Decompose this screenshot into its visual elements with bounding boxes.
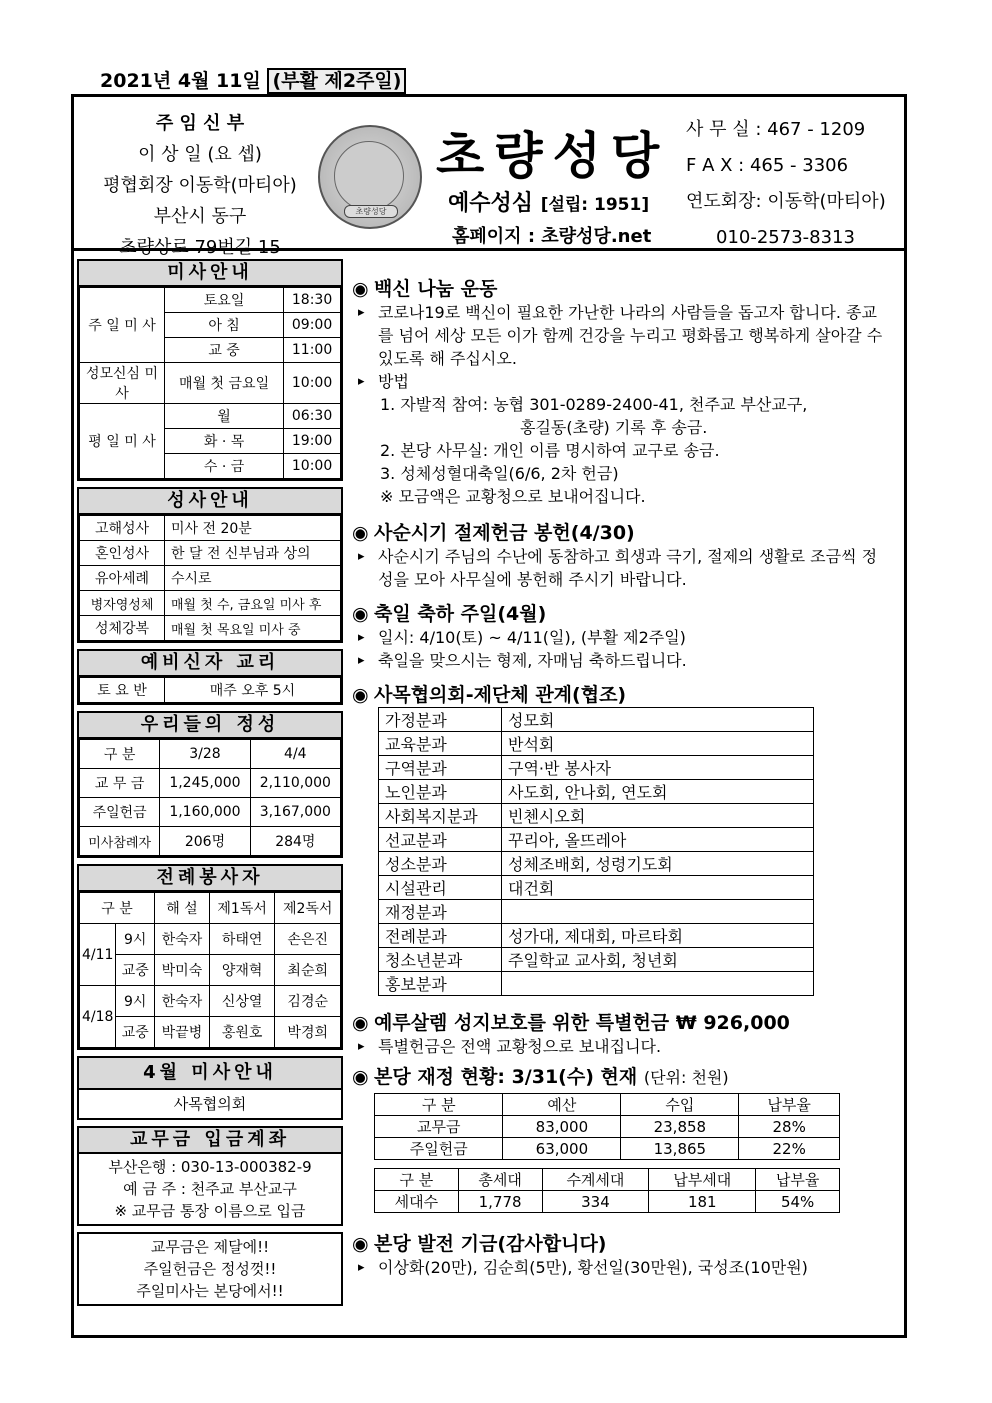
cell: 납부율 [756, 1169, 840, 1191]
cell: 성가대, 제대회, 마르타회 [502, 924, 814, 948]
section-heading: 본당 발전 기금(감사합니다) [374, 1233, 607, 1255]
office-phone: 사 무 실 : 467 - 1209 [686, 119, 866, 140]
cell: 손은진 [275, 924, 341, 955]
cell: 구 분 [375, 1169, 459, 1191]
offering-table [79, 739, 341, 856]
catechumen-table [79, 677, 341, 703]
parish-info [80, 108, 320, 263]
cell: 181 [649, 1191, 756, 1213]
cell: 전례분과 [379, 924, 502, 948]
cell: 수입 [621, 1094, 739, 1116]
cell: 4/18 [80, 986, 116, 1048]
cell: 한 달 전 신부님과 상의 [165, 541, 341, 566]
household-table [374, 1168, 840, 1213]
cell: 매월 첫 목요일 미사 중 [165, 616, 341, 641]
method-line: ※ 모금액은 교황청으로 보내어집니다. [380, 487, 646, 506]
cell: 교중 [116, 955, 155, 986]
cell: 수 · 금 [165, 454, 284, 479]
office-contacts [686, 112, 886, 256]
cell: 성소분과 [379, 852, 502, 876]
cell: 13,865 [621, 1138, 739, 1160]
cell: 선교분과 [379, 828, 502, 852]
method-line: 1. 자발적 참여: 농협 301-0289-2400-41, 천주교 부산교구, [380, 395, 808, 414]
cell: 반석회 [502, 732, 814, 756]
weekday-mass-label: 평 일 미 사 [80, 404, 165, 479]
cell: 9시 [116, 924, 155, 955]
section-title [352, 1062, 892, 1089]
slogan-line: 교무금은 제달에!! [150, 1238, 270, 1256]
cell: 수시로 [165, 566, 341, 591]
cell: 09:00 [284, 313, 341, 338]
cell: 1,778 [458, 1191, 542, 1213]
catechumen-box [77, 649, 343, 705]
section-title [352, 1008, 892, 1035]
section-title [352, 599, 892, 626]
cell: 월 [165, 404, 284, 429]
cell: 주일헌금 [80, 798, 160, 827]
cell: 교육분과 [379, 732, 502, 756]
paragraph: ▸ 일시: 4/10(토) ~ 4/11(일), (부활 제2주일) [352, 626, 892, 649]
pastor-title: 주 임 신 부 [155, 113, 245, 134]
pastor-name: 이 상 일 (요 셉) [138, 144, 262, 165]
account-title-label: 교무금 입금계좌 [79, 1128, 341, 1154]
cell: 2,110,000 [250, 769, 340, 798]
cell: 주일헌금 [375, 1138, 503, 1160]
cell: 제2독서 [275, 893, 341, 924]
cell: 미사참례자 [80, 827, 160, 856]
account-line: 예 금 주 : 천주교 부산교구 [123, 1180, 297, 1198]
account-line: ※ 교무금 통장 이름으로 입금 [114, 1202, 306, 1220]
bulletin-date: 2021년 4월 11일 [100, 70, 261, 92]
cell: 화 · 목 [165, 429, 284, 454]
circle-bullet-icon: ◉ [352, 278, 369, 300]
address-street: 초량상로 79번길 15 [119, 237, 281, 258]
liturgy-box [77, 864, 343, 1050]
method-line: 2. 본당 사무실: 개인 이름 명시하여 교구로 송금. [380, 441, 720, 460]
cell: 교 중 [165, 338, 284, 363]
cell [502, 972, 814, 996]
cell: 사회복지분과 [379, 804, 502, 828]
church-name: 초량성당 [436, 127, 670, 185]
cell: 주일학교 교사회, 청년회 [502, 948, 814, 972]
cell: 11:00 [284, 338, 341, 363]
unit-note: (단위: 천원) [643, 1068, 729, 1087]
cell: 교 무 금 [80, 769, 160, 798]
cell: 수계세대 [542, 1169, 649, 1191]
section-title [352, 274, 892, 301]
cell: 구 분 [80, 893, 155, 924]
april-mass-box [77, 1056, 343, 1120]
cell: 가정분과 [379, 708, 502, 732]
mary-mass-label: 성모신심 미 사 [80, 363, 165, 404]
circle-bullet-icon: ◉ [352, 1066, 369, 1088]
cell: 63,000 [503, 1138, 621, 1160]
cell: 아 침 [165, 313, 284, 338]
paragraph: ▸ 이상화(20만), 김순희(5만), 황선일(30만원), 국성조(10만원) [352, 1256, 892, 1279]
cell: 시설관리 [379, 876, 502, 900]
cell: 신상열 [209, 986, 275, 1017]
section-heading: 본당 재정 현황: 3/31(수) 현재 [374, 1066, 638, 1088]
section-title [352, 1229, 892, 1256]
parish-seal-logo [318, 125, 422, 229]
circle-bullet-icon: ◉ [352, 684, 369, 706]
cell: 1,245,000 [160, 769, 250, 798]
established-year: [설립: 1951] [540, 195, 650, 215]
cell: 구역분과 [379, 756, 502, 780]
right-column [352, 270, 892, 1279]
cell: 206명 [160, 827, 250, 856]
offering-box [77, 711, 343, 858]
memorial-phone: 010-2573-8313 [716, 227, 855, 248]
cell: 구 분 [80, 740, 160, 769]
subtitle-text: 예수성심 [448, 191, 534, 216]
cell: 노인분과 [379, 780, 502, 804]
cell: 4/11 [80, 924, 116, 986]
cell: 83,000 [503, 1116, 621, 1138]
cell: 토요일 [165, 288, 284, 313]
cell: 매월 첫 수, 금요일 미사 후 [165, 591, 341, 616]
cell: 고해성사 [80, 516, 165, 541]
cell: 대건회 [502, 876, 814, 900]
april-mass-content: 사목협의회 [173, 1095, 247, 1113]
address-city: 부산시 동구 [153, 206, 247, 227]
council-president: 평협회장 이동학(마티아) [103, 175, 297, 196]
section-heading: 백신 나눔 운동 [374, 278, 498, 300]
section-heading: 예루살렘 성지보호를 위한 특별헌금 ₩ 926,000 [374, 1012, 790, 1034]
offering-title: 우리들의 정성 [79, 713, 341, 739]
cell: 10:00 [284, 454, 341, 479]
cell: 혼인성사 [80, 541, 165, 566]
cell: 교중 [116, 1017, 155, 1048]
finance-table [374, 1093, 840, 1160]
cell: 54% [756, 1191, 840, 1213]
council-table [378, 707, 814, 996]
catechumen-title: 예비신자 교리 [79, 651, 341, 677]
cell: 3,167,000 [250, 798, 340, 827]
circle-bullet-icon: ◉ [352, 603, 369, 625]
cell: 한숙자 [155, 924, 210, 955]
section-title [352, 518, 892, 545]
sacrament-box [77, 487, 343, 643]
cell: 세대수 [375, 1191, 459, 1213]
date-line [100, 66, 406, 93]
cell: 10:00 [284, 363, 341, 404]
lamb-emblem-icon [334, 141, 404, 211]
cell: 284명 [250, 827, 340, 856]
seal-label: 초량성당 [344, 205, 398, 218]
cell: 19:00 [284, 429, 341, 454]
cell: 교무금 [375, 1116, 503, 1138]
cell: 빈첸시오회 [502, 804, 814, 828]
cell: 홍원호 [209, 1017, 275, 1048]
cell: 구역·반 봉사자 [502, 756, 814, 780]
mass-schedule-box [77, 259, 343, 481]
cell: 구 분 [375, 1094, 503, 1116]
cell: 매주 오후 5시 [165, 678, 341, 703]
section-title [352, 680, 892, 707]
slogan-line: 주일헌금은 정성껏!! [143, 1260, 277, 1278]
cell: 하태연 [209, 924, 275, 955]
cell: 23,858 [621, 1116, 739, 1138]
cell: 사도회, 안나회, 연도회 [502, 780, 814, 804]
left-column [77, 259, 343, 1312]
office-fax: F A X : 465 - 3306 [686, 155, 849, 176]
cell: 성체강복 [80, 616, 165, 641]
cell: 한숙자 [155, 986, 210, 1017]
cell: 총세대 [458, 1169, 542, 1191]
cell: 최순희 [275, 955, 341, 986]
cell: 납부세대 [649, 1169, 756, 1191]
method-line: 3. 성체성혈대축일(6/6, 2차 헌금) [380, 464, 619, 483]
cell: 성체조배회, 성령기도회 [502, 852, 814, 876]
cell [502, 900, 814, 924]
slogan-line: 주일미사는 본당에서!! [136, 1282, 284, 1300]
liturgy-table [79, 892, 341, 1048]
cell: 병자영성체 [80, 591, 165, 616]
cell: 김경순 [275, 986, 341, 1017]
cell: 334 [542, 1191, 649, 1213]
cell: 양재혁 [209, 955, 275, 986]
sunday-mass-label: 주 일 미 사 [80, 288, 165, 363]
sacrament-title: 성사안내 [79, 489, 341, 515]
slogan [79, 1234, 341, 1304]
cell: 미사 전 20분 [165, 516, 341, 541]
paragraph: ▸ 특별헌금은 전액 교황청으로 보내집니다. [352, 1035, 892, 1058]
cell: 22% [739, 1138, 840, 1160]
paragraph: ▸ 코로나19로 백신이 필요한 가난한 나라의 사람들을 돕고자 합니다. 종교를 넘어 세상 모든 이가 함께 건강을 누리고 평화롭고 행복하게 살아갈 수 있도록 해 주십시오. [352, 301, 892, 370]
mass-schedule-table [79, 287, 341, 479]
cell: 1,160,000 [160, 798, 250, 827]
cell: 박끝병 [155, 1017, 210, 1048]
account-box [77, 1126, 343, 1226]
cell: 28% [739, 1116, 840, 1138]
april-mass-title: 4월 미사안내 [79, 1058, 341, 1090]
church-subtitle [448, 186, 649, 217]
cell: 3/28 [160, 740, 250, 769]
account-line: 부산은행 : 030-13-000382-9 [108, 1158, 312, 1176]
cell: 박미숙 [155, 955, 210, 986]
sacrament-table [79, 515, 341, 641]
circle-bullet-icon: ◉ [352, 1012, 369, 1034]
paragraph: ▸ 축일을 맞으시는 형제, 자매님 축하드립니다. [352, 649, 892, 672]
section-heading: 사순시기 절제헌금 봉헌(4/30) [374, 522, 635, 544]
cell: 예산 [503, 1094, 621, 1116]
cell: 4/4 [250, 740, 340, 769]
paragraph: ▸ 사순시기 주님의 수난에 동참하고 희생과 극기, 절제의 생활로 조금씩 정성을 모아 사무실에 봉헌해 주시기 바랍니다. [352, 545, 892, 591]
cell: 토 요 반 [80, 678, 165, 703]
method-line: 홍길동(초량) 기록 후 송금. [520, 418, 708, 437]
paragraph: ▸ 방법 [352, 370, 892, 393]
cell: 홍보분과 [379, 972, 502, 996]
cell: 박경희 [275, 1017, 341, 1048]
cell: 9시 [116, 986, 155, 1017]
circle-bullet-icon: ◉ [352, 1233, 369, 1255]
cell: 해 설 [155, 893, 210, 924]
section-heading: 축일 축하 주일(4월) [374, 603, 547, 625]
liturgy-title: 전례봉사자 [79, 866, 341, 892]
cell: 06:30 [284, 404, 341, 429]
circle-bullet-icon: ◉ [352, 522, 369, 544]
homepage-link[interactable]: 홈페이지 : 초량성당.net [452, 226, 652, 247]
cell: 유아세례 [80, 566, 165, 591]
cell: 18:30 [284, 288, 341, 313]
cell: 제1독서 [209, 893, 275, 924]
liturgical-feast: (부활 제2주일) [267, 68, 406, 94]
mass-schedule-title: 미사안내 [79, 261, 341, 287]
section-heading: 사목협의회-제단체 관계(협조) [374, 684, 627, 706]
slogan-box [77, 1232, 343, 1306]
cell: 납부율 [739, 1094, 840, 1116]
account-info [79, 1154, 341, 1224]
cell: 꾸리아, 올뜨레아 [502, 828, 814, 852]
cell: 성모회 [502, 708, 814, 732]
cell: 청소년분과 [379, 948, 502, 972]
cell: 매월 첫 금요일 [165, 363, 284, 404]
memorial-president: 연도회장: 이동학(마티아) [686, 191, 886, 212]
cell: 재정분과 [379, 900, 502, 924]
